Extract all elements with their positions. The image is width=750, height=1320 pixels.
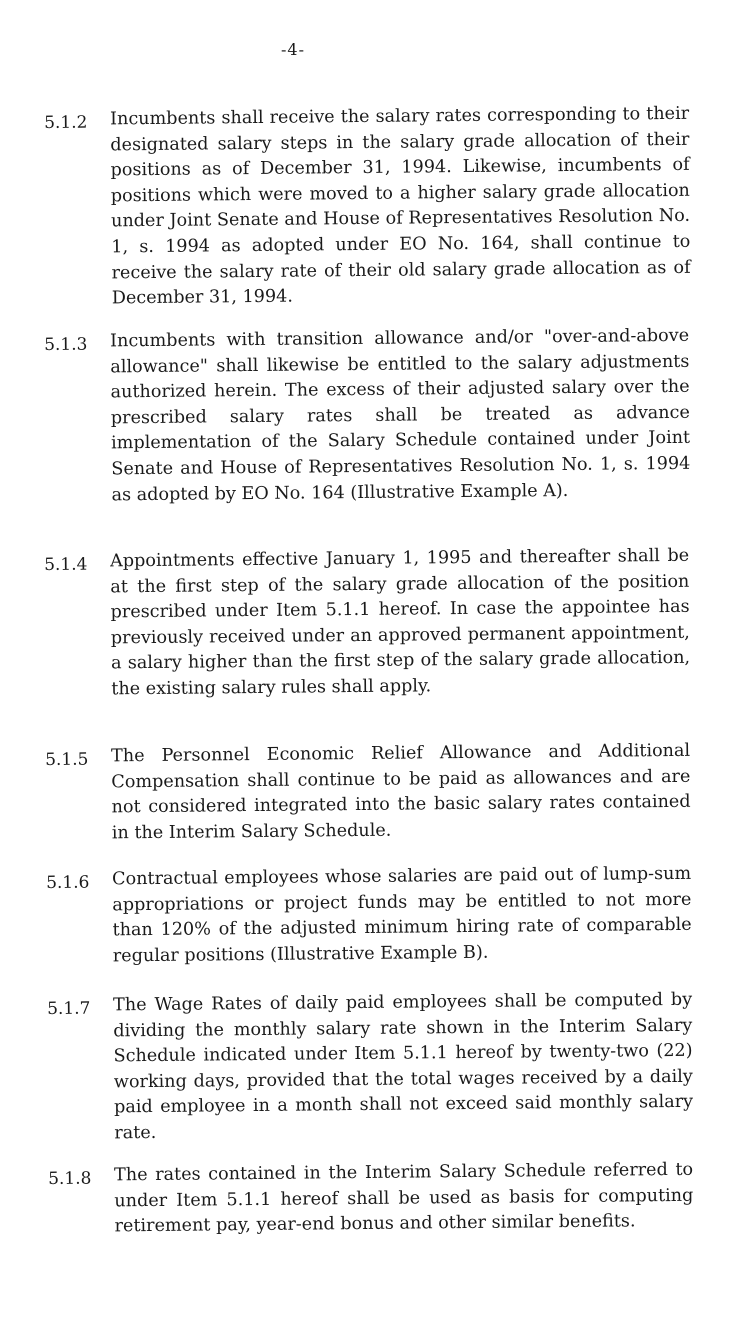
section-5-1-4: [44, 544, 690, 704]
section-text: Contractual employees whose salaries are paid out of lump-sum appropriations or project funds may be entitled to not more than 120% of the adjusted minimum hiring rate of comparable regular positions (Illustrative Example B).: [112, 863, 692, 967]
section-text: Appointments effective January 1, 1995 and thereafter shall be at the first step of the salary grade allocation of the position prescribed under Item 5.1.1 hereof. In case the appointee has previously received under an approved permanent appointment, a salary higher than the first step of the salary grade allocation, the existing salary rules shall apply.: [110, 545, 691, 700]
section-5-1-7: [47, 988, 693, 1148]
section-5-1-3: [44, 324, 691, 509]
section-text: The Personnel Economic Relief Allowance and Additional Compensation shall continue to be paid as allowances and are not considered integrated into the basic salary rates contained in the Interim Salary Schedule.: [111, 740, 691, 844]
section-number: 5.1.4: [44, 554, 88, 575]
section-number: 5.1.5: [45, 749, 89, 770]
section-5-1-8: [48, 1158, 694, 1241]
section-5-1-6: [46, 862, 692, 971]
section-5-1-5: [45, 739, 691, 848]
section-number: 5.1.2: [44, 112, 88, 133]
section-number: 5.1.7: [47, 998, 91, 1019]
section-number: 5.1.3: [44, 334, 88, 355]
section-5-1-2: [44, 102, 691, 313]
section-number: 5.1.6: [46, 872, 90, 893]
section-text: The Wage Rates of daily paid employees shall be computed by dividing the monthly salary rate shown in the Interim Salary Schedule indicated under Item 5.1.1 hereof by twenty-two (22) working days, provided that the total wages received by a daily paid employee in a month shall not exceed said monthly salary rate.: [113, 989, 694, 1144]
section-text: The rates contained in the Interim Salary Schedule referred to under Item 5.1.1 hereof shall be used as basis for computing retirement pay, year-end bonus and other similar benefits.: [114, 1159, 694, 1237]
section-text: Incumbents with transition allowance and/or "over-and-above allowance" shall likewise be entitled to the salary adjustments authorized herein. The excess of their adjusted salary over the prescribed salary rates shall be treated as advance implementation of the Salary Schedule contained under Joint Senate and House of Representatives Resolution No. 1, s. 1994 as adopted by EO No. 164 (Illustrative Example A).: [110, 325, 691, 505]
section-number: 5.1.8: [48, 1168, 92, 1189]
section-text: Incumbents shall receive the salary rates corresponding to their designated salary steps in the salary grade allocation of their positions as of December 31, 1994. Likewise, incumbents of positions which were moved to a higher salary grade allocation under Joint Senate and House of Representatives Resolution No. 1, s. 1994 as adopted under EO No. 164, shall continue to receive the salary rate of their old salary grade allocation as of December 31, 1994.: [110, 103, 691, 309]
page-number: -4-: [281, 40, 305, 59]
